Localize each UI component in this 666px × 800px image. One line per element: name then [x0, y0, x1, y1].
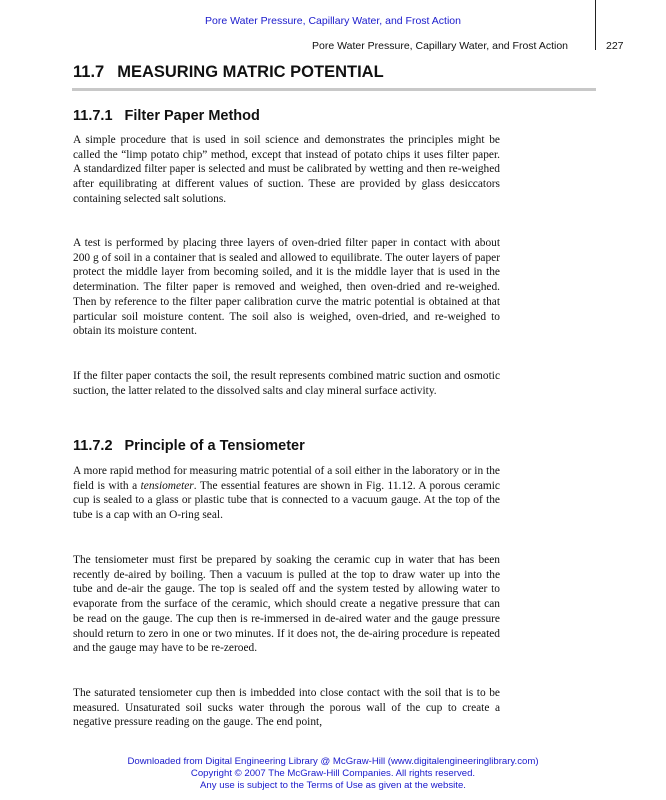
subsection-title-tensiometer	[73, 438, 305, 454]
paragraph-tensiometer-preparation: The tensiometer must first be prepared by soaking the ceramic cup in water that has been recently de-aired by boiling. Then a vacuum is pulled at the top to draw water up into the tube and de-air the gauge. The top is sealed off and the system tested by allowing water to evaporate from the surface of the ceramic, which should create a negative pressure that can be read on the gauge. The cup then is re-immersed in de-aired water and the gauge pressure should return to zero in one or two minutes. If it does not, the de-airing procedure is repeated and the gauge may have to be re-zeroed.	[73, 554, 500, 655]
paragraph-tensiometer-measurement: The saturated tensiometer cup then is imbedded into close contact with the soil that is to be measured. Unsaturated soil sucks water through the porous wall of the cup to create a negative pressure reading on the gauge. The end point,	[73, 687, 500, 729]
subsection-title-text: Filter Paper Method	[124, 108, 260, 124]
footer-download-line: Downloaded from Digital Engineering Library @ McGraw-Hill (www.digitalengineeringlibrary.com)	[127, 756, 539, 767]
paragraph-text: . The essential features are shown in Fig. 11.12. A porous ceramic cup is sealed to a glass or plastic tube that is connected to a vacuum gauge. At the top of the tube is a cap with an O-ring seal.	[73, 479, 500, 522]
paragraph-tensiometer-intro	[73, 464, 500, 523]
paragraph-filter-paper-test: A test is performed by placing three layers of oven-dried filter paper in contact with about 200 g of soil in a container that is sealed and allowed to equilibrate. The outer layers of paper protect the middle layer from becoming soiled, and it is the middle layer that is used in the determination. The filter paper is removed and weighed, then oven-dried and re-weighed. Then by reference to the filter paper calibration curve the matric potential is obtained at that particular soil moisture content. The soil also is weighed, oven-dried, and re-weighed to obtain its moisture content.	[73, 237, 500, 338]
section-title-rule	[72, 88, 596, 91]
subsection-title-filter-paper	[73, 108, 260, 124]
section-title	[73, 63, 384, 82]
subsection-number: 11.7.1	[73, 108, 113, 124]
term-tensiometer: tensiometer	[140, 479, 194, 492]
subsection-title-text: Principle of a Tensiometer	[124, 438, 305, 454]
paragraph-filter-paper-contact: If the filter paper contacts the soil, the result represents combined matric suction and osmotic suction, the latter related to the dissolved salts and clay mineral surface activity.	[73, 370, 500, 397]
subsection-number: 11.7.2	[73, 438, 113, 454]
page-number: 227	[606, 40, 624, 52]
paragraph-text: A more rapid method for measuring matric potential of a soil either in the laboratory or in the field is with a	[73, 465, 500, 492]
top-banner: Pore Water Pressure, Capillary Water, and Frost Action	[205, 15, 461, 27]
header-vertical-rule	[595, 0, 596, 50]
footer-terms-line: Any use is subject to the Terms of Use as given at the website.	[200, 780, 466, 791]
running-head: Pore Water Pressure, Capillary Water, and Frost Action	[312, 40, 568, 52]
paragraph-filter-paper-intro: A simple procedure that is used in soil science and demonstrates the principles might be called the “limp potato chip” method, except that instead of potato chips it uses filter paper. A standardized filter paper is selected and must be calibrated by wetting and then re-weighed after equilibrating at different values of suction. These are provided by glass desiccators containing selected salt solutions.	[73, 134, 500, 205]
section-number: 11.7	[73, 63, 105, 81]
footer-copyright-line: Copyright © 2007 The McGraw-Hill Companies. All rights reserved.	[190, 768, 476, 779]
section-title-text: MEASURING MATRIC POTENTIAL	[117, 63, 384, 81]
footer-copyright	[0, 756, 666, 792]
